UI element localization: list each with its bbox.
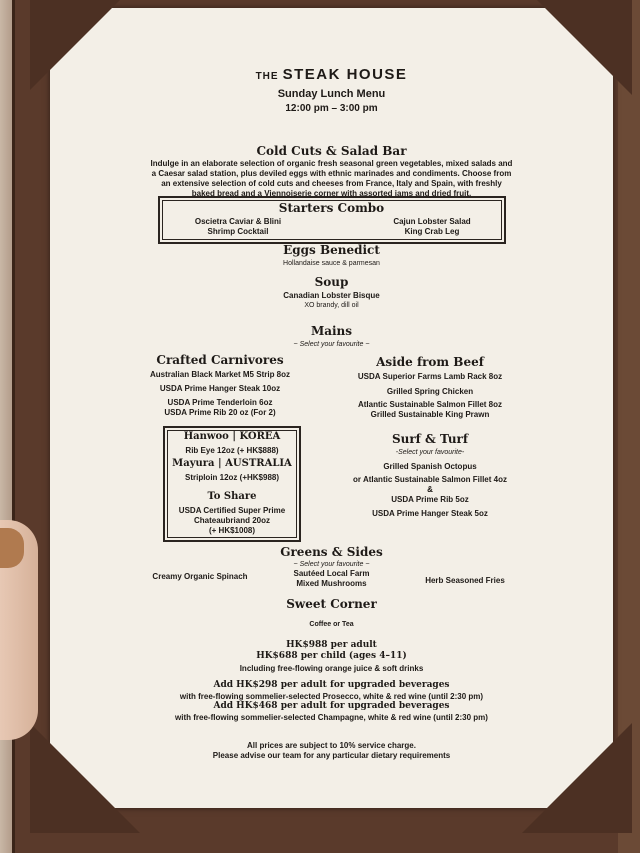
carnivores-title: Crafted Carnivores [156, 353, 284, 367]
starter-item: Cajun Lobster Salad [393, 217, 471, 226]
sweet-item: Coffee or Tea [309, 621, 354, 628]
surf-item: USDA Prime Hanger Steak 5oz [372, 509, 488, 518]
cold-cuts-desc-2: a Caesar salad station, plus deviled eggs with ethnic marinades and condiments. Choose from [151, 169, 512, 178]
beef-item: Atlantic Sustainable Salmon Fillet 8oz [357, 400, 503, 409]
folder-corner [30, 723, 140, 833]
beef-item: Grilled Spring Chicken [386, 387, 474, 396]
price-adult: HK$988 per adult [286, 640, 377, 650]
upgrade-2: Add HK$468 per adult for upgraded beverages [213, 701, 450, 711]
cold-cuts-desc-3: an extensive selection of cold cuts and cheeses from France, Italy and Spain, with freshly [161, 179, 502, 188]
mayura-item: Striploin 12oz (+HK$988) [184, 473, 280, 482]
starters-title: Starters Combo [278, 201, 385, 215]
sweet-title: Sweet Corner [286, 597, 377, 611]
cold-cuts-desc-4: baked bread and a Viennoiserie corner with assorted jams and dried fruit. [191, 189, 472, 198]
greens-note: ~ Select your favourite ~ [293, 561, 370, 568]
folder-corner [537, 0, 632, 95]
hanwoo-item: Rib Eye 12oz (+ HK$888) [185, 446, 279, 455]
soup-name: Canadian Lobster Bisque [283, 291, 380, 300]
price-child: HK$688 per child (ages 4–11) [256, 651, 407, 661]
greens-title: Greens & Sides [280, 545, 383, 559]
share-item: Chateaubriand 20oz [193, 516, 270, 525]
beef-title: Aside from Beef [376, 355, 484, 369]
mayura-title: Mayura | AUSTRALIA [172, 458, 292, 469]
surf-item: or Atlantic Sustainable Salmon Fillet 4oz [353, 475, 507, 484]
greens-item: Mixed Mushrooms [296, 579, 367, 588]
mains-note: ~ Select your favourite ~ [293, 341, 370, 348]
mains-title: Mains [310, 324, 353, 338]
menu-page [50, 8, 613, 808]
surf-item: Grilled Spanish Octopus [383, 462, 477, 471]
price-incl: Including free-flowing orange juice & soft drinks [239, 664, 424, 673]
starter-item: Shrimp Cocktail [207, 227, 269, 236]
menu-title: Sunday Lunch Menu [277, 88, 386, 100]
fingernail [0, 528, 24, 568]
cold-cuts-title: Cold Cuts & Salad Bar [256, 144, 407, 158]
eggs-title: Eggs Benedict [283, 243, 380, 257]
eggs-desc: Hollandaise sauce & parmesan [283, 260, 380, 267]
starter-item: Oscietra Caviar & Blini [194, 217, 282, 226]
surf-note: -Select your favourite- [395, 449, 465, 456]
footer-note: Please advise our team for any particular dietary requirements [212, 751, 451, 760]
surf-item: USDA Prime Rib 5oz [391, 495, 469, 504]
carnivore-item: Australian Black Market M5 Strip 8oz [149, 370, 291, 379]
share-item: USDA Certified Super Prime [178, 506, 286, 515]
beef-item: USDA Superior Farms Lamb Rack 8oz [357, 372, 503, 381]
share-item: (+ HK$1008) [208, 526, 256, 535]
folder-corner [522, 723, 632, 833]
hanwoo-title: Hanwoo | KOREA [183, 431, 281, 442]
restaurant-name: THE STEAK HOUSE [255, 66, 408, 83]
greens-item: Herb Seasoned Fries [425, 576, 505, 585]
share-title: To Share [207, 491, 257, 502]
greens-item: Creamy Organic Spinach [152, 572, 248, 581]
soup-desc: XO brandy, dill oil [304, 302, 359, 309]
upgrade-2-desc: with free-flowing sommelier-selected Champagne, white & red wine (until 2:30 pm) [175, 713, 488, 722]
starter-item: King Crab Leg [404, 227, 460, 236]
carnivore-item: USDA Prime Rib 20 oz (For 2) [164, 408, 276, 417]
footer-note: All prices are subject to 10% service charge. [247, 741, 416, 750]
folder-corner [30, 0, 120, 90]
greens-item: Sautéed Local Farm [293, 569, 370, 578]
upgrade-1-desc: with free-flowing sommelier-selected Prosecco, white & red wine (until 2:30 pm) [179, 692, 484, 701]
beef-item: Grilled Sustainable King Prawn [370, 410, 490, 419]
soup-title: Soup [314, 275, 349, 289]
cold-cuts-desc-1: Indulge in an elaborate selection of organic fresh seasonal green vegetables, mixed salads and [150, 159, 513, 168]
upgrade-1: Add HK$298 per adult for upgraded beverages [213, 680, 450, 690]
surf-title: Surf & Turf [391, 432, 469, 446]
surf-amp: & [427, 485, 433, 494]
menu-time: 12:00 pm – 3:00 pm [285, 103, 378, 114]
carnivore-item: USDA Prime Tenderloin 6oz [167, 398, 273, 407]
carnivore-item: USDA Prime Hanger Steak 10oz [159, 384, 281, 393]
